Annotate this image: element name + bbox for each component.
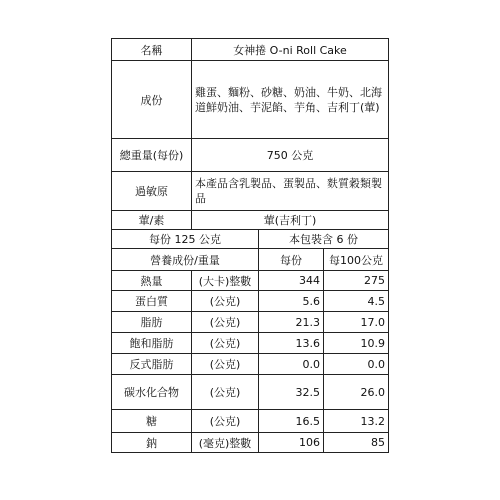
nutrient-row [112, 271, 389, 291]
name-label: 名稱 [112, 39, 192, 61]
nutrient-name: 脂肪 [112, 312, 192, 333]
nutrient-unit: (公克) [192, 312, 259, 333]
ingredients-label: 成份 [112, 61, 192, 139]
per-serving-header: 每份 [259, 249, 324, 271]
nutrient-per-100g: 85 [324, 433, 389, 453]
nutrient-per-serving: 13.6 [259, 333, 324, 354]
nutrient-unit: (公克) [192, 410, 259, 433]
nutrient-per-100g: 10.9 [324, 333, 389, 354]
nutrient-name: 熱量 [112, 271, 192, 291]
allergen-value: 本產品含乳製品、蛋製品、麩質穀類製品 [192, 172, 389, 211]
nutrient-name: 碳水化合物 [112, 375, 192, 410]
nutrient-unit: (毫克)整數 [192, 433, 259, 453]
per-100g-header: 每100公克 [324, 249, 389, 271]
nutrition-label-table [111, 38, 389, 453]
nutrient-unit: (公克) [192, 333, 259, 354]
nutrient-per-serving: 0.0 [259, 354, 324, 375]
ingredients-value: 雞蛋、麵粉、砂糖、奶油、牛奶、北海道鮮奶油、芋泥餡、芋角、吉利丁(葷) [192, 61, 389, 139]
allergen-row [112, 172, 389, 211]
nutrient-per-serving: 5.6 [259, 291, 324, 312]
allergen-label: 過敏原 [112, 172, 192, 211]
nutrient-per-100g: 17.0 [324, 312, 389, 333]
nutrient-row [112, 410, 389, 433]
nutrient-unit: (大卡)整數 [192, 271, 259, 291]
diet-label: 葷/素 [112, 211, 192, 230]
nutrient-row [112, 291, 389, 312]
nutrient-unit: (公克) [192, 291, 259, 312]
nutrient-row [112, 312, 389, 333]
serving-size: 每份 125 公克 [112, 230, 259, 249]
nutrient-name: 蛋白質 [112, 291, 192, 312]
nutrient-per-100g: 0.0 [324, 354, 389, 375]
nutrient-per-100g: 13.2 [324, 410, 389, 433]
ingredients-row [112, 61, 389, 139]
nutrient-per-serving: 106 [259, 433, 324, 453]
serving-row [112, 230, 389, 249]
nutrient-name: 反式脂肪 [112, 354, 192, 375]
nutrient-per-serving: 32.5 [259, 375, 324, 410]
nutrient-row [112, 433, 389, 453]
nutrient-name: 鈉 [112, 433, 192, 453]
weight-row [112, 139, 389, 172]
name-row [112, 39, 389, 61]
nutrient-per-100g: 26.0 [324, 375, 389, 410]
nutrient-row [112, 333, 389, 354]
nutrition-header-row [112, 249, 389, 271]
servings-per-pack: 本包裝含 6 份 [259, 230, 389, 249]
nutrient-per-serving: 344 [259, 271, 324, 291]
product-name: 女神捲 O-ni Roll Cake [192, 39, 389, 61]
nutrient-name: 糖 [112, 410, 192, 433]
nutrient-per-serving: 16.5 [259, 410, 324, 433]
nutrient-per-100g: 275 [324, 271, 389, 291]
nutrient-name: 飽和脂肪 [112, 333, 192, 354]
nutrient-unit: (公克) [192, 354, 259, 375]
weight-label: 總重量(每份) [112, 139, 192, 172]
nutrient-row [112, 375, 389, 410]
nutrient-row [112, 354, 389, 375]
nutrient-per-100g: 4.5 [324, 291, 389, 312]
nutrition-header: 營養成份/重量 [112, 249, 259, 271]
nutrient-unit: (公克) [192, 375, 259, 410]
diet-value: 葷(吉利丁) [192, 211, 389, 230]
weight-value: 750 公克 [192, 139, 389, 172]
diet-row [112, 211, 389, 230]
nutrient-per-serving: 21.3 [259, 312, 324, 333]
